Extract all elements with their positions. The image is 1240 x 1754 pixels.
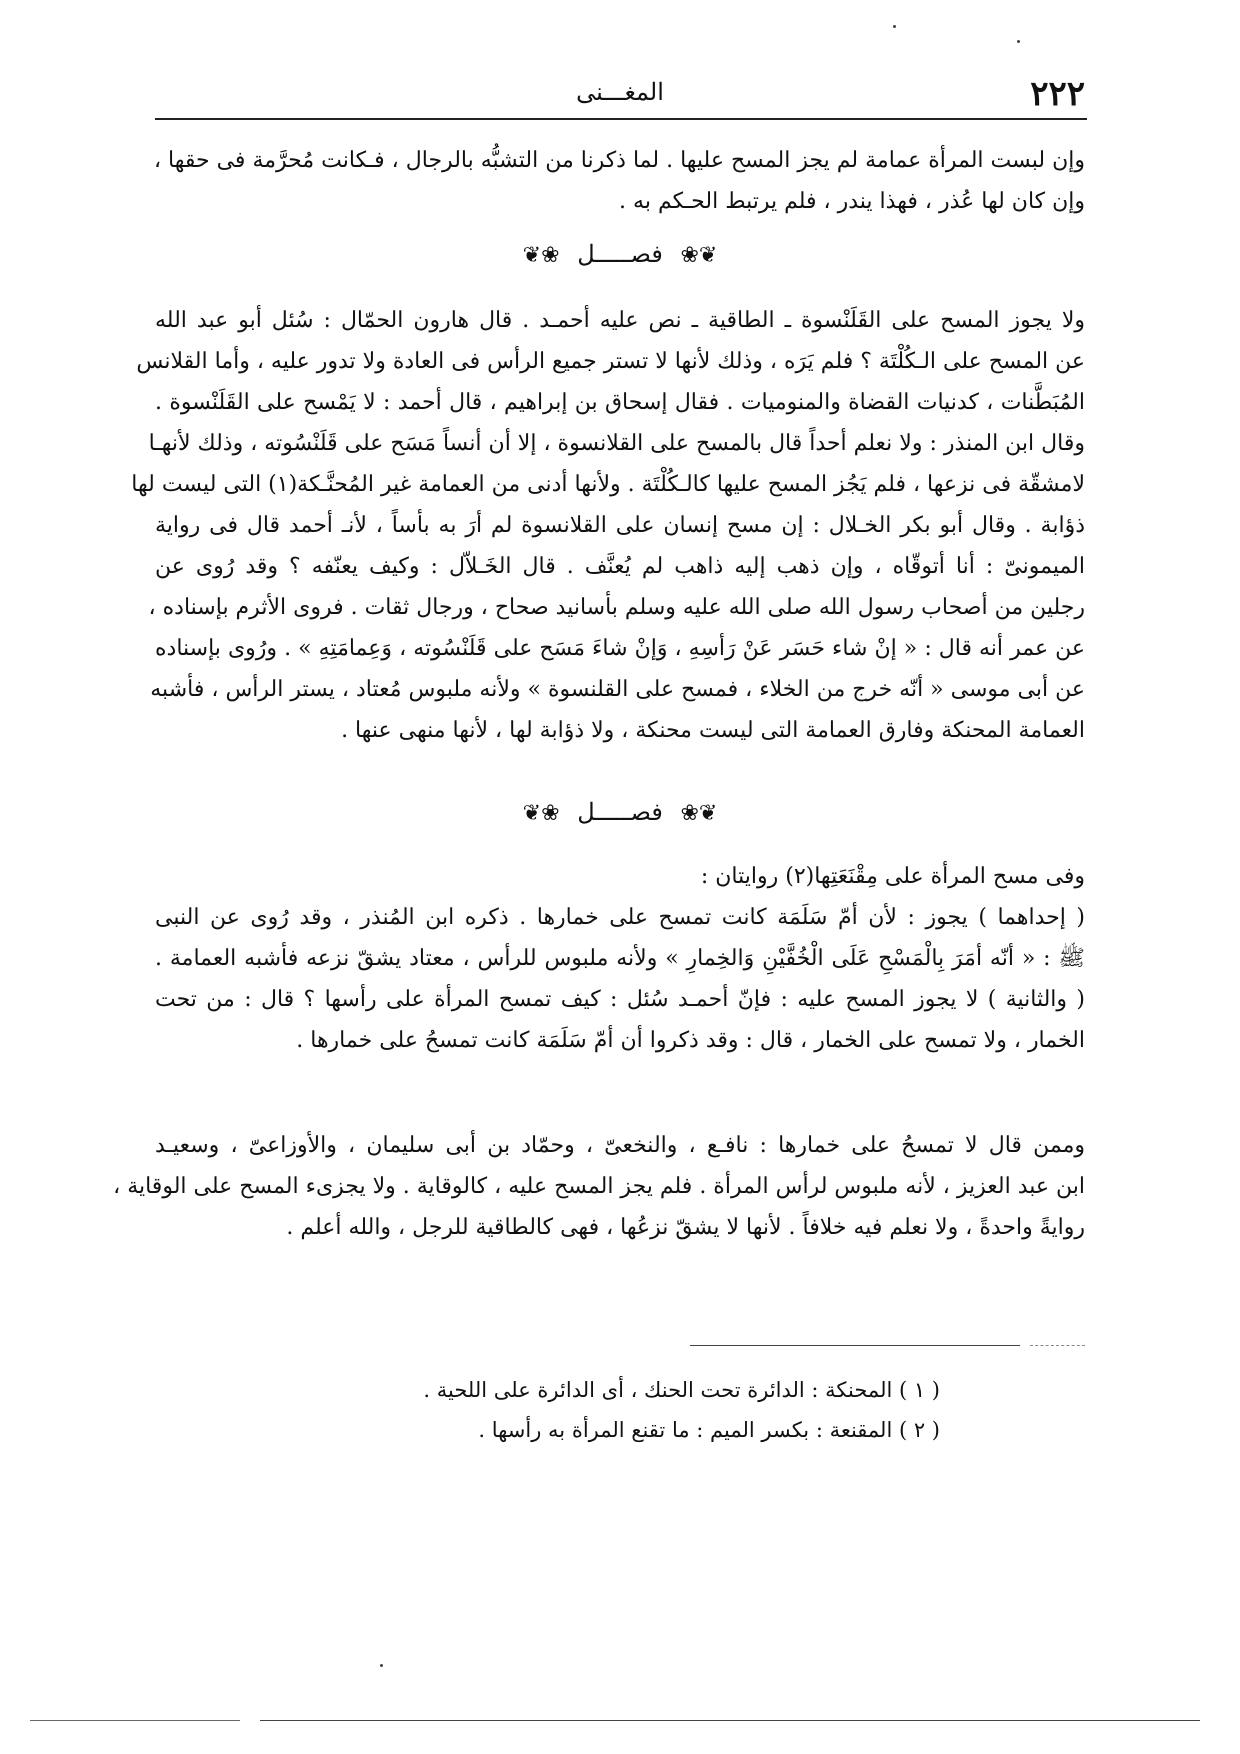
text-line: عن أبى موسى « أنّه خرج من الخلاء ، فمسح على القلنسوة » ولأنه ملبوس مُعتاد ، يستر الرأس ، فأشبه [150, 677, 1085, 702]
text-line: وقال ابن المنذر : ولا نعلم أحداً قال بالمسح على القلانسوة ، إلا أن أنساً مَسَح على قَلَنْسُوته ، وذلك لأنهـا [148, 431, 1085, 456]
text-line: وإن كان لها عُذر ، فهذا يندر ، فلم يرتبط الحـكم به . [619, 189, 1085, 214]
text-line: ذؤابة . وقال أبو بكر الخـلال : إن مسح إنسان على القلانسوة لم أرَ به بأساً ، لأنـ أحمد قال فى رواية [155, 513, 1085, 538]
text-line: الخمار ، ولا تمسح على الخمار ، قال : وقد ذكروا أن أمّ سَلَمَة كانت تمسحُ على خمارها . [296, 1028, 1085, 1053]
bottom-rule [260, 1720, 1200, 1721]
text-line: وممن قال لا تمسحُ على خمارها : نافـع ، والنخعىّ ، وحمّاد بن أبى سليمان ، والأوزاعىّ ، وسعيـد [155, 1133, 1085, 1158]
section-heading-label: فصـــــل [577, 798, 663, 826]
ornament-icon: ❀❦ [522, 801, 560, 826]
ornament-icon: ❦❀ [680, 243, 718, 268]
text-line: عن عمر أنه قال : « إنْ شاء حَسَر عَنْ رَأسِهِ ، وَإنْ شاءَ مَسَح على قَلَنْسُوته ، وَعِمامَتِهِ » . ورُوى بإسناده [155, 636, 1085, 661]
section-heading [155, 232, 1085, 276]
text-line: ﷺ : « أنّه أمَرَ بِالْمَسْحِ عَلَى الْخُفَّيْنِ وَالخِمارِ » ولأنه ملبوس للرأس ، معتاد يشقّ نزعه فأشبه العمامة . [155, 946, 1085, 971]
text-line: رجلين من أصحاب رسول الله صلى الله عليه وسلم بأسانيد صحاح ، ورجال ثقات . فروى الأثرم بإسناده ، [148, 595, 1085, 620]
ornament-icon: ❀❦ [522, 243, 560, 268]
footnote-1: ( ١ ) المحنكة : الدائرة تحت الحنك ، أى الدائرة على اللحية . [423, 1378, 940, 1402]
text-line: ( إحداهما ) يجوز : لأن أمّ سَلَمَة كانت تمسح على خمارها . ذكره ابن المُنذر ، وقد رُوى عن النبى [155, 905, 1085, 930]
section-heading-label: فصـــــل [577, 240, 663, 268]
paragraph-intro [155, 140, 1085, 222]
text-line: روايةً واحدةً ، ولا نعلم فيه خلافاً . لأنها لا يشقّ نزعُها ، فهى كالطاقية للرجل ، والله أعلم . [286, 1215, 1085, 1240]
scan-speck [1017, 40, 1020, 43]
paragraph-qalansuwa [131, 300, 1085, 751]
text-line: ولا يجوز المسح على القَلَنْسوة ـ الطاقية ـ نص عليه أحمـد . قال هارون الحمّال : سُئل أبو عبد الله [155, 308, 1085, 333]
text-line: العمامة المحنكة وفارق العمامة التى ليست محنكة ، ولا ذؤابة لها ، لأنها منهى عنها . [341, 718, 1085, 743]
text-line: الميمونىّ : أنا أتوقّاه ، وإن ذهب إليه ذاهب لم يُعنَّف . قال الخَـلاّل : وكيف يعنّفه ؟ وقد رُوى عن [155, 554, 1085, 579]
bottom-rule [30, 1720, 240, 1721]
section-heading [155, 790, 1085, 834]
footnote-2: ( ٢ ) المقنعة : بكسر الميم : ما تقنع المرأة به رأسها . [478, 1418, 940, 1442]
text-line: عن المسح على الـكُلْتَة ؟ فلم يَرَه ، وذلك لأنها لا تستر جميع الرأس فى العادة ولا تدور عليه ، وأما القلانس [136, 349, 1085, 374]
ornament-icon: ❦❀ [680, 801, 718, 826]
paragraph-miqna [155, 856, 1085, 1061]
scan-speck [380, 1664, 383, 1667]
paragraph-khimar [113, 1125, 1085, 1248]
footnote-separator [690, 1345, 1020, 1346]
footnote-separator-dash [1030, 1345, 1085, 1346]
text-line: وإن لبست المرأة عمامة لم يجز المسح عليها . لما ذكرنا من التشبُّه بالرجال ، فـكانت مُحرَّمة فى حقها ، [153, 148, 1085, 173]
text-line: المُبَطَّنات ، كدنيات القضاة والمنوميات . فقال إسحاق بن إبراهيم ، قال أحمد : لا يَمْسح على القَلَنْسوة . [155, 390, 1085, 415]
text-line: ابن عبد العزيز ، لأنه ملبوس لرأس المرأة . فلم يجز المسح عليه ، كالوقاية . ولا يجزىء المسح على الوقاية ، [113, 1174, 1085, 1199]
text-line: ( والثانية ) لا يجوز المسح عليه : فإنّ أحمـد سُئل : كيف تمسح المرأة على رأسها ؟ قال : من تحت [155, 987, 1085, 1012]
page-header [155, 74, 1085, 114]
text-line: وفى مسح المرأة على مِقْنَعَتِها(٢) روايتان : [700, 864, 1085, 889]
scan-speck [893, 25, 896, 28]
page-number: ٢٢٢ [1030, 74, 1085, 114]
running-title: المغـــنى [576, 78, 664, 106]
header-rule [155, 118, 1087, 120]
text-line: لامشقّة فى نزعها ، فلم يَجُز المسح عليها كالـكُلْتَة . ولأنها أدنى من العمامة غير المُحنَّـكة(١) التى ليست لها [131, 472, 1085, 497]
